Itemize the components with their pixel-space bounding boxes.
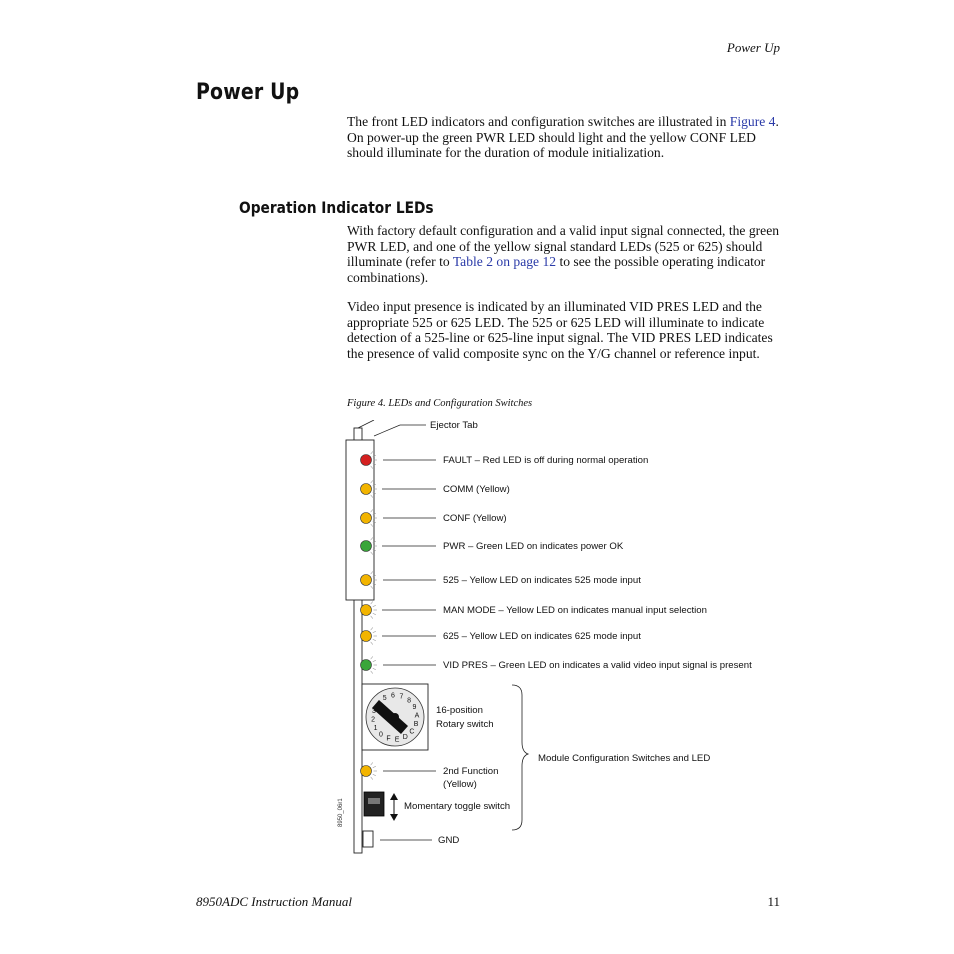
intro-paragraph xyxy=(347,114,787,161)
rotary-digit-D: D xyxy=(402,733,408,741)
toggle-arrow-down xyxy=(390,814,398,821)
page-title: Power Up xyxy=(196,80,300,105)
function-led-label-2: (Yellow) xyxy=(443,779,477,790)
para1-text-start: With factory default configuration and a valid input signal connected, the green PWR LED, and one of the yellow signal standard LEDs (525 or 625) should illuminate (refer to xyxy=(347,223,780,270)
led-label-3: PWR – Green LED on indicates power OK xyxy=(443,541,624,552)
rotary-digit-2: 2 xyxy=(371,716,376,724)
led-label-0: FAULT – Red LED is off during normal operation xyxy=(443,455,649,466)
gnd-jack xyxy=(363,831,373,847)
rotary-digit-B: B xyxy=(413,720,419,728)
rotary-digit-E: E xyxy=(394,736,400,744)
section-heading: Operation Indicator LEDs xyxy=(239,198,434,217)
toggle-arrow-up xyxy=(390,793,398,800)
led-7 xyxy=(361,656,378,673)
rotary-digit-3: 3 xyxy=(372,708,376,716)
led-5 xyxy=(361,601,378,618)
rotary-digit-6: 6 xyxy=(390,692,395,700)
led-label-2: CONF (Yellow) xyxy=(443,513,507,524)
led-label-4: 525 – Yellow LED on indicates 525 mode input xyxy=(443,575,641,586)
led-label-1: COMM (Yellow) xyxy=(443,484,510,495)
figure-4-link[interactable]: Figure 4 xyxy=(729,114,776,129)
rotary-switch-label-1: 16-position xyxy=(436,705,483,716)
rotary-digit-F: F xyxy=(386,735,391,743)
ejector-leader xyxy=(374,425,400,436)
led-label-7: VID PRES – Green LED on indicates a valid video input signal is present xyxy=(443,660,752,671)
figure-caption: Figure 4. LEDs and Configuration Switches xyxy=(347,398,533,409)
led-label-6: 625 – Yellow LED on indicates 625 mode input xyxy=(443,631,641,642)
rotary-digit-C: C xyxy=(409,728,415,736)
running-head: Power Up xyxy=(726,40,780,55)
rotary-digit-0: 0 xyxy=(379,731,383,739)
page-number: 11 xyxy=(767,894,780,909)
led-6 xyxy=(361,627,378,644)
para1-text-end: to see the possible operating indicator combinations). xyxy=(347,254,766,285)
rotary-digit-7: 7 xyxy=(399,693,404,701)
ejector-tab-label: Ejector Tab xyxy=(430,420,478,431)
intro-text-end: . On power-up the green PWR LED should light and the yellow CONF LED should illuminate for the duration of module initialization. xyxy=(347,114,779,161)
rotary-digit-A: A xyxy=(414,712,420,720)
rotary-digit-8: 8 xyxy=(407,697,411,705)
rotary-digit-1: 1 xyxy=(373,724,378,732)
rotary-digit-9: 9 xyxy=(412,704,417,712)
gnd-label: GND xyxy=(438,835,460,846)
rotary-hub xyxy=(391,713,399,721)
led-2nd-function xyxy=(361,762,378,779)
rotary-switch-label-2: Rotary switch xyxy=(436,719,494,730)
operation-paragraph-2: Video input presence is indicated by an illuminated VID PRES LED and the appropriate 525 or 625 LED. The 525 or 625 LED will illuminate to indicate detection of a 525-line or 625-line input signal. The VID PRES LED indicates the presence of valid composite sync on the Y/G channel or reference input. xyxy=(347,299,773,361)
intro-text-start: The front LED indicators and configuration switches are illustrated in xyxy=(347,114,730,129)
toggle-switch-label: Momentary toggle switch xyxy=(404,801,511,812)
table-2-link[interactable]: Table 2 on page 12 xyxy=(452,254,557,270)
figure-code: 8950_06r1 xyxy=(338,798,344,827)
footer-manual-title: 8950ADC Instruction Manual xyxy=(196,894,352,909)
rotary-digit-5: 5 xyxy=(382,695,387,703)
led-label-5: MAN MODE – Yellow LED on indicates manual input selection xyxy=(443,605,707,616)
toggle-switch-lever xyxy=(368,798,380,804)
ejector-tab-notch xyxy=(358,420,374,428)
function-led-label-1: 2nd Function xyxy=(443,766,499,777)
operation-paragraph-1 xyxy=(347,223,787,285)
group-label: Module Configuration Switches and LED xyxy=(538,753,711,764)
led-figure xyxy=(330,420,770,865)
group-brace xyxy=(512,685,528,830)
